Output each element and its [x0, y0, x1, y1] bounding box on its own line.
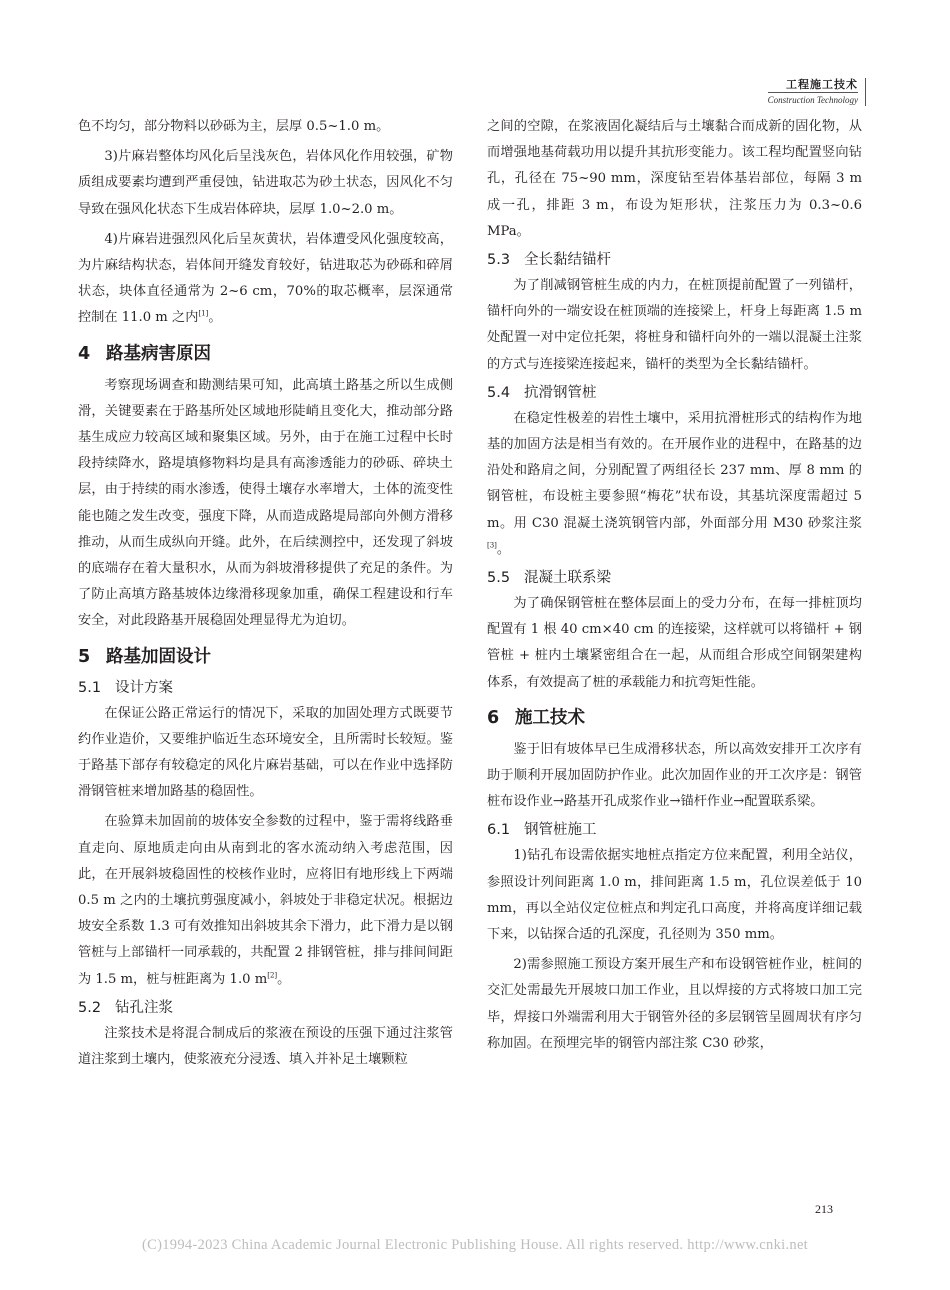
journal-title: 工程施工技术	[786, 78, 858, 91]
subsection-heading	[78, 676, 453, 700]
subsection-number: 5.5	[487, 570, 511, 587]
section-title: 施工技术	[515, 707, 585, 728]
section-heading	[78, 341, 453, 367]
section-title: 路基加固设计	[106, 646, 211, 667]
paragraph: 3)片麻岩整体均风化后呈浅灰色，岩体风化作用较强，矿物质组成要素均遭到严重侵蚀，钻进取芯为砂土状态，因风化不匀导致在强风化状态下生成岩体碎块，层厚 1.0~2.0 m。	[78, 149, 453, 217]
subsection-number: 5.2	[78, 999, 102, 1016]
subsection-title: 抗滑钢管桩	[524, 384, 597, 401]
subsection-heading	[78, 996, 453, 1020]
section-title: 路基病害原因	[106, 343, 211, 364]
paragraph	[78, 227, 453, 332]
section-number: 5	[78, 646, 91, 667]
paragraph: 色不均匀，部分物料以砂砾为主，层厚 0.5~1.0 m。	[78, 119, 390, 134]
subsection-heading	[487, 818, 862, 842]
section-number: 6	[487, 707, 500, 728]
running-header	[768, 76, 858, 105]
punct: 。	[496, 541, 511, 557]
subsection-heading	[487, 566, 862, 590]
paragraph: 之间的空隙，在浆液固化凝结后与土壤黏合而成新的固化物，从而增强地基荷载功用以提升其抗形变能力。该工程均配置竖向钻孔，孔径在 75~90 mm，深度钻至岩体基岩部位，每隔 3 m 成一孔，排距 3 m，布设为矩形状，注浆压力为 0.3~0.6 MPa。	[487, 119, 862, 239]
header-vertical-rule	[865, 78, 866, 106]
punct: 。	[277, 971, 291, 987]
subsection-title: 钻孔注浆	[115, 999, 173, 1016]
citation: [2]	[267, 971, 278, 980]
paragraph: 在保证公路正常运行的情况下，采取的加固处理方式既要节约作业造价，又要维护临近生态环境安全，且所需时长较短。鉴于路基下部存有较稳定的风化片麻岩基础，可以在作业中选择防滑钢管桩来增加路基的稳固性。	[78, 705, 453, 800]
subsection-number: 5.3	[487, 252, 511, 269]
subsection-number: 5.1	[78, 679, 102, 696]
left-column	[78, 114, 453, 1073]
subsection-heading	[487, 381, 862, 405]
citation: [3]	[487, 541, 497, 550]
paragraph-text: 在验算未加固前的坡体安全参数的过程中，鉴于需将线路垂直走向、原地质走向由从南到北的客水流动纳入考虑范围，因此，在开展斜坡稳固性的校核作业时，应将旧有地形线上下两端 0.5 m 之内的土壤抗剪强度减小，斜坡处于非稳定状况。根据边坡安全系数 1.3 可有效推知出斜坡其余下滑力，此下滑力是以钢管桩与上部锚杆一同承载的，共配置 2 排钢管桩，排与排间间距为 1.5 m，桩与桩距离为 1.0 m	[78, 814, 453, 987]
paragraph: 考察现场调查和勘测结果可知，此高填土路基之所以生成侧滑，关键要素在于路基所处区域地形陡峭且变化大，推动部分路基生成应力较高区域和聚集区域。另外，由于在施工过程中长时段持续降水，路堤填修物料均是具有高渗透能力的砂砾、碎块土层，由于持续的雨水渗透，使得土壤存水率增大，土体的流变性能也随之发生改变，强度下降，从而造成路堤局部向外侧方滑移推动，从而生成纵向开缝。此外，在后续测控中，还发现了斜坡的底端存在着大量积水，从而为斜坡滑移提供了充足的条件。为了防止高填方路基坡体边缘滑移现象加重，确保工程建设和行车安全，对此段路基开展稳固处理显得尤为迫切。	[78, 377, 453, 629]
right-column	[487, 114, 862, 1057]
page-number: 213	[815, 1202, 833, 1216]
subsection-title: 混凝土联系梁	[524, 570, 611, 587]
paragraph	[78, 809, 453, 992]
paragraph: 2)需参照施工预设方案开展生产和布设钢管桩作业，桩间的交汇处需最先开展坡口加工作业，且以焊接的方式将坡口加工完毕，焊接口外端需利用大于钢管外径的多层钢管呈圆周状有序匀称加固。在预埋完毕的钢管内部注浆 C30 砂浆，	[487, 957, 862, 1051]
subsection-number: 6.1	[487, 822, 511, 839]
paragraph-text: 4)片麻岩进强烈风化后呈灰黄状，岩体遭受风化强度较高，为片麻结构状态，岩体间开缝发育较好，钻进取芯为砂砾和碎屑状态，块体直径通常为 2~6 cm，70%的取芯概率，层深通常控制在 11.0 m 之内	[78, 231, 453, 326]
citation: [1]	[198, 310, 209, 319]
section-heading	[78, 644, 453, 670]
paragraph: 为了确保钢管桩在整体层面上的受力分布，在每一排桩顶均配置有 1 根 40 cm×40 cm 的连接梁，这样就可以将锚杆 + 钢管桩 + 桩内土壤紧密组合在一起，从而组合形成空间钢架建构体系，有效提高了桩的承载能力和抗弯矩性能。	[487, 596, 862, 690]
subsection-title: 钢管桩施工	[524, 822, 597, 839]
paragraph: 1)钻孔布设需依据实地桩点指定方位来配置，利用全站仪，参照设计列间距离 1.0 m，排间距离 1.5 m，孔位误差低于 10 mm，再以全站仪定位桩点和判定孔口高度，并将高度详细记载下来，以钻探合适的孔深度，孔径则为 350 mm。	[487, 848, 862, 943]
paragraph	[487, 406, 862, 563]
section-heading	[487, 705, 862, 731]
journal-title-en: Construction Technology	[767, 95, 858, 105]
copyright-footer: (C)1994-2023 China Academic Journal Electronic Publishing House. All rights reserved. http://www.cnki.net	[141, 1237, 809, 1253]
paragraph: 为了削减钢管桩生成的内力，在桩顶提前配置了一列锚杆，锚杆向外的一端安设在桩顶端的连接梁上，杆身上每距离 1.5 m 处配置一对中定位托架，将桩身和锚杆向外的一端以混凝土注浆的方式与连接梁连接起来，锚杆的类型为全长黏结锚杆。	[487, 278, 862, 372]
subsection-title: 全长黏结锚杆	[524, 252, 611, 269]
paragraph: 鉴于旧有坡体早已生成滑移状态，所以高效安排开工次序有助于顺利开展加固防护作业。此次加固作业的开工次序是：钢管桩布设作业→路基开孔成浆作业→锚杆作业→配置联系梁。	[487, 741, 862, 810]
section-number: 4	[78, 343, 91, 364]
paragraph: 注浆技术是将混合制成后的浆液在预设的压强下通过注浆管道注浆到土壤内，使浆液充分浸透、填入并补足土壤颗粒	[78, 1025, 453, 1068]
header-rule	[768, 92, 858, 93]
subsection-heading	[487, 248, 862, 272]
paragraph-text: 在稳定性极差的岩性土壤中，采用抗滑桩形式的结构作为地基的加固方法是相当有效的。在开展作业的进程中，在路基的边沿处和路肩之间，分别配置了两组径长 237 mm、厚 8 mm 的钢管桩，布设桩主要参照“梅花”状布设，其基坑深度需超过 5 m。用 C30 混凝土浇筑钢管内部，外面部分用 M30 砂浆注浆	[487, 410, 862, 531]
subsection-number: 5.4	[487, 384, 511, 401]
subsection-title: 设计方案	[115, 679, 173, 696]
punct: 。	[208, 310, 222, 326]
